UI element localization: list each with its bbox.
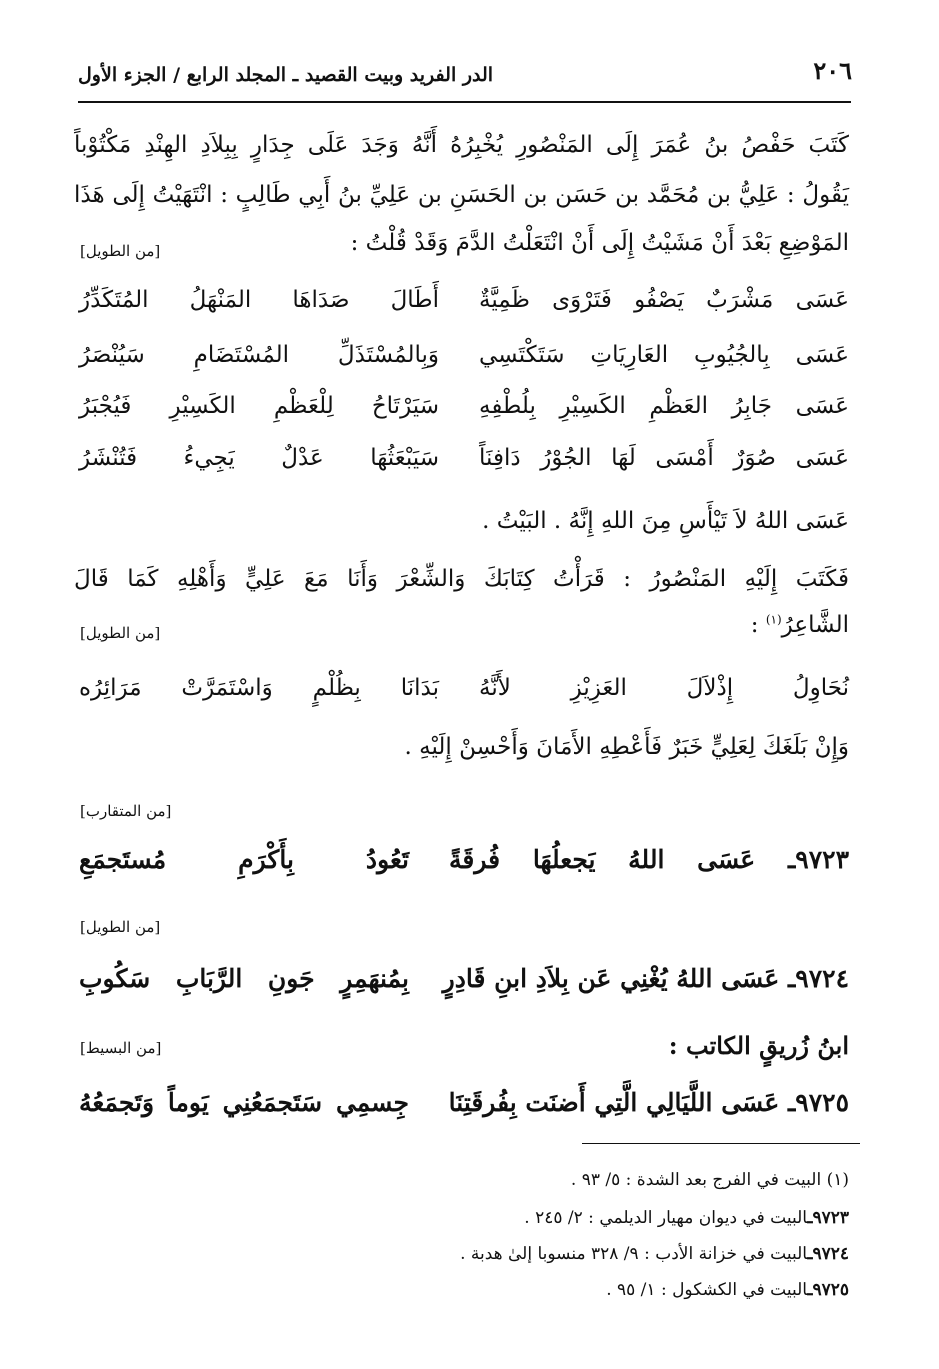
intro-line-2: يَقُولُ : عَلِيُّ بن مُحَمَّد بن حَسَن بن الحَسَنِ بن عَلِيِّ بنُ أَبِي طَالِبٍ : انْتَهَيْتُ إِلَى هَذَا — [74, 182, 849, 208]
first-hemistich: ٩٧٢٤ـ عَسَى اللهُ يُغْنِي عَن بِلاَدِ ابنِ قَادِرٍ — [442, 964, 849, 993]
first-hemistich: عَسَى جَابِرُ العَظْمِ الكَسِيْرِ بِلُطْفِهِ — [479, 393, 849, 419]
first-hemistich: ٩٧٢٣ـ عَسَى اللهُ يَجعلُهَا فُرقَةً — [449, 845, 849, 874]
first-hemistich: نُحَاوِلُ إِذْلاَلَ العَزِيْزِ لأَنَّهُ — [479, 675, 849, 701]
footnote — [606, 1280, 849, 1300]
poem-tail: عَسَى اللهُ لاَ تَيْأَسِ مِنَ اللهِ إِنَّهُ . البَيْتُ . — [482, 508, 849, 534]
verse-line — [79, 445, 849, 489]
numbered-verse — [79, 1088, 849, 1132]
poem-tail: وَإِنْ بَلَغَكَ لِعَلِيٍّ خَبَرٌ فَأَعْطِهِ الأَمَانَ وَأَحْسِنْ إِلَيْهِ . — [404, 734, 849, 760]
numbered-verse — [79, 845, 849, 889]
footnote-text: البيت في الفرج بعد الشدة : ٥/ ٩٣ . — [570, 1170, 827, 1190]
first-hemistich: ٩٧٢٥ـ عَسَى اللَّيَالِي الَّتِي أَضنَت بِفُرقَتِنَا — [448, 1088, 849, 1117]
poet-attribution: ابنُ زُريقٍ الكاتب : — [668, 1031, 849, 1060]
reply-line-2 — [751, 612, 849, 638]
second-hemistich: جِسمِي سَتَجمَعُنِي يَوماً وَتَجمَعُهُ — [79, 1088, 409, 1117]
footnote-text: البيت في ديوان مهيار الديلمي : ٢/ ٢٤٥ . — [524, 1208, 808, 1228]
second-hemistich: أَطَالَ صَدَاهَا المَنْهَلُ المُتَكَدِّرُ — [79, 287, 439, 313]
first-hemistich: عَسَى مَشْرَبٌ يَصْفُو فَتَرْوَى ظَمِيَّةٌ — [479, 287, 849, 313]
footnote-text: البيت في الكشكول : ١/ ٩٥ . — [606, 1280, 808, 1300]
second-hemistich: سَيَرْتَاحُ لِلْعَظْمِ الكَسِيْرِ فَيُجْبَرُ — [79, 393, 439, 419]
reply-line-1: فَكَتَبَ إِلَيْهِ المَنْصُورُ : قَرَأْتُ كِتَابَكَ وَالشِّعْرَ وَأَنَا مَعَ عَلِيٍّ وَأَهْلِهِ كَمَا قَالَ — [74, 566, 849, 592]
second-hemistich: سَيَبْعَثُهَا عَدْلٌ يَجِيءُ فَتُنْشَرُ — [79, 445, 439, 471]
page-number: ٢٠٦ — [813, 56, 852, 85]
second-hemistich: بَدَانَا بِظُلْمٍ وَاسْتَمَرَّتْ مَرَائِرُه — [79, 675, 439, 701]
footnote-label: ٩٧٢٣ـ — [807, 1208, 849, 1228]
footnote — [460, 1244, 849, 1264]
poet-word: الشَّاعِرُ — [781, 612, 849, 638]
intro-line-3: المَوْضِعِ بَعْدَ أَنْ مَشَيْتُ إِلَى أَنْ انْتَعَلْتُ الدَّمَ وَقَدْ قُلْتُ : — [350, 230, 849, 256]
footnote-label: ٩٧٢٤ـ — [807, 1244, 849, 1264]
header-rule — [78, 101, 851, 103]
meter-label: [من البسيط] — [80, 1039, 162, 1057]
second-hemistich: تَعُودُ بِأَكْرَمِ مُستَجمَعِ — [79, 845, 409, 874]
verse-line — [79, 287, 849, 331]
verse-line — [79, 342, 849, 386]
verse-line — [79, 675, 849, 719]
footnote-ref: (١) — [765, 612, 782, 627]
first-hemistich: عَسَى صُوَرٌ أَمْسَى لَهَا الجُوْرُ دَافِنَاً — [479, 445, 849, 471]
footnote-text: البيت في خزانة الأدب : ٩/ ٣٢٨ منسوبا إلىٰ هدبة . — [460, 1244, 808, 1264]
meter-label: [من الطويل] — [80, 624, 161, 642]
second-hemistich: وَبِالمُسْتَذَلِّ المُسْتَضَامِ سَيُنْصَرُ — [79, 342, 439, 368]
second-hemistich: بِمُنهَمِرٍ جَونِ الرَّبَابِ سَكُوبِ — [79, 964, 409, 993]
running-title: الدر الفريد وبيت القصيد ـ المجلد الرابع / الجزء الأول — [78, 64, 494, 86]
footnote-rule — [582, 1143, 860, 1144]
first-hemistich: عَسَى بِالجُيُوبِ العَارِيَاتِ سَتَكْتَسِي — [479, 342, 849, 368]
footnote-label: ٩٧٢٥ـ — [807, 1280, 849, 1300]
meter-label: [من الطويل] — [80, 918, 161, 936]
colon: : — [750, 612, 766, 638]
meter-label: [من المتقارب] — [80, 802, 172, 820]
footnote-label: (١) — [826, 1170, 849, 1190]
footnote — [524, 1208, 849, 1228]
footnote — [571, 1170, 849, 1190]
verse-line — [79, 393, 849, 437]
meter-label: [من الطويل] — [80, 242, 161, 260]
numbered-verse — [79, 964, 849, 1008]
intro-line-1: كَتَبَ حَفْصُ بنُ عُمَرَ إِلَى المَنْصُورِ يُخْبِرُهُ أَنَّهُ وَجَدَ عَلَى جِدَارٍ بِبِلاَدِ الهِنْدِ مَكْتُوْباً — [74, 132, 849, 158]
